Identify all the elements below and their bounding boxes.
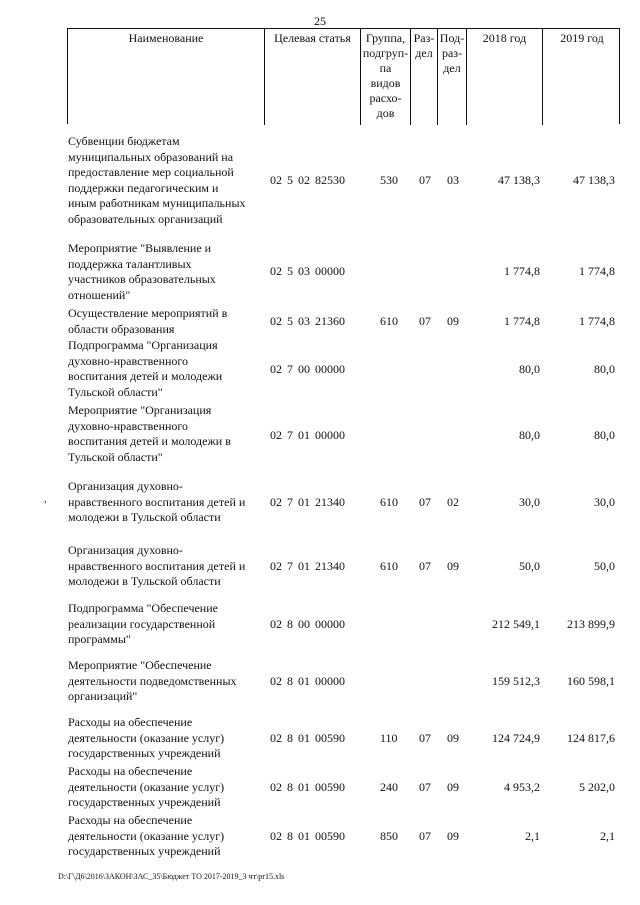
row-code: 02 5 03 00000 [270,264,345,278]
row-code: 02 7 00 00000 [270,362,345,376]
row-section: 07 [419,559,431,573]
header-year-2019: 2019 год [560,31,604,45]
row-name: Мероприятие "Выявление и поддержка талантливых участников образовательных отношений" [68,241,216,302]
row-name: Подпрограмма "Организация духовно-нравственного воспитания детей и молодежи Тульской области" [68,338,223,399]
row-2018: 2,1 [525,829,540,843]
row-section: 07 [419,731,431,745]
row-subsection: 09 [447,314,459,328]
row-2018: 124 724,9 [492,731,540,745]
row-section: 07 [419,173,431,187]
row-2019: 124 817,6 [567,731,615,745]
row-group: 850 [380,829,398,843]
row-group: 610 [380,314,398,328]
row-code: 02 5 03 21360 [270,314,345,328]
row-2019: 1 774,8 [579,314,615,328]
row-2019: 80,0 [594,362,615,376]
row-2018: 4 953,2 [504,780,540,794]
row-name: Расходы на обеспечение деятельности (оказание услуг) государственных учреждений [68,764,225,809]
row-2018: 47 138,3 [498,173,540,187]
row-subsection: 09 [447,559,459,573]
row-name: Организация духовно- нравственного воспитания детей и молодежи в Тульской области [68,479,246,524]
row-subsection: 09 [447,731,459,745]
row-code: 02 7 01 21340 [270,495,345,509]
row-2018: 1 774,8 [504,314,540,328]
row-code: 02 8 01 00590 [270,731,345,745]
row-code: 02 7 01 21340 [270,559,345,573]
row-2019: 2,1 [600,829,615,843]
row-2018: 80,0 [519,362,540,376]
row-2019: 1 774,8 [579,264,615,278]
row-2019: 5 202,0 [579,780,615,794]
row-code: 02 8 01 00590 [270,829,345,843]
row-code: 02 7 01 00000 [270,428,345,442]
row-2018: 159 512,3 [492,674,540,688]
row-name: Субвенции бюджетам муниципальных образований на предоставление мер социальной поддержки педагогическим и иным работникам муниципальных образовательных организаций [68,134,246,226]
row-subsection: 03 [447,173,459,187]
row-2019: 80,0 [594,428,615,442]
row-code: 02 5 02 82530 [270,173,345,187]
row-2019: 30,0 [594,495,615,509]
header-group: Группа, подгруп- па видов расхо- дов [361,29,411,125]
row-code: 02 8 01 00590 [270,780,345,794]
row-2019: 50,0 [594,559,615,573]
row-code: 02 8 01 00000 [270,674,345,688]
row-section: 07 [419,314,431,328]
row-group: 110 [380,731,398,745]
header-name: Наименование [68,29,265,125]
row-code: 02 8 00 00000 [270,617,345,631]
row-name: Организация духовно- нравственного воспитания детей и молодежи в Тульской области [68,543,246,588]
header-subsection: Под- раз- дел [438,29,467,125]
row-group: 610 [380,559,398,573]
header-year-2018: 2018 год [467,29,543,125]
row-name: Мероприятие "Обеспечение деятельности подведомственных организаций" [68,658,237,703]
row-subsection: 09 [447,780,459,794]
row-2019: 160 598,1 [567,674,615,688]
row-2018: 80,0 [519,428,540,442]
row-2019: 47 138,3 [573,173,615,187]
row-name: Расходы на обеспечение деятельности (оказание услуг) государственных учреждений [68,715,225,760]
margin-mark: , [44,494,47,505]
row-group: 240 [380,780,398,794]
row-group: 530 [380,173,398,187]
row-subsection: 09 [447,829,459,843]
row-name: Подпрограмма "Обеспечение реализации государственной программы" [68,601,218,646]
row-section: 07 [419,780,431,794]
row-2018: 30,0 [519,495,540,509]
file-path-footer: D:\Г\Д6\2016\ЗАКОН\ЗАС_35\Бюджет ТО 2017-2019_3 чт\pr15.xls [58,872,285,881]
row-2018: 50,0 [519,559,540,573]
row-name: Расходы на обеспечение деятельности (оказание услуг) государственных учреждений [68,813,225,858]
row-group: 610 [380,495,398,509]
row-2018: 212 549,1 [492,617,540,631]
row-name: Осуществление мероприятий в области образования [68,306,228,336]
header-target-article: Целевая статья [265,29,361,125]
row-section: 07 [419,829,431,843]
page-number: 25 [314,14,326,28]
row-section: 07 [419,495,431,509]
header-section: Раз- дел [411,29,438,125]
row-2018: 1 774,8 [504,264,540,278]
row-2019: 213 899,9 [567,617,615,631]
row-subsection: 02 [447,495,459,509]
row-name: Мероприятие "Организация духовно-нравственного воспитания детей и молодежи в Тульской области" [68,403,231,464]
